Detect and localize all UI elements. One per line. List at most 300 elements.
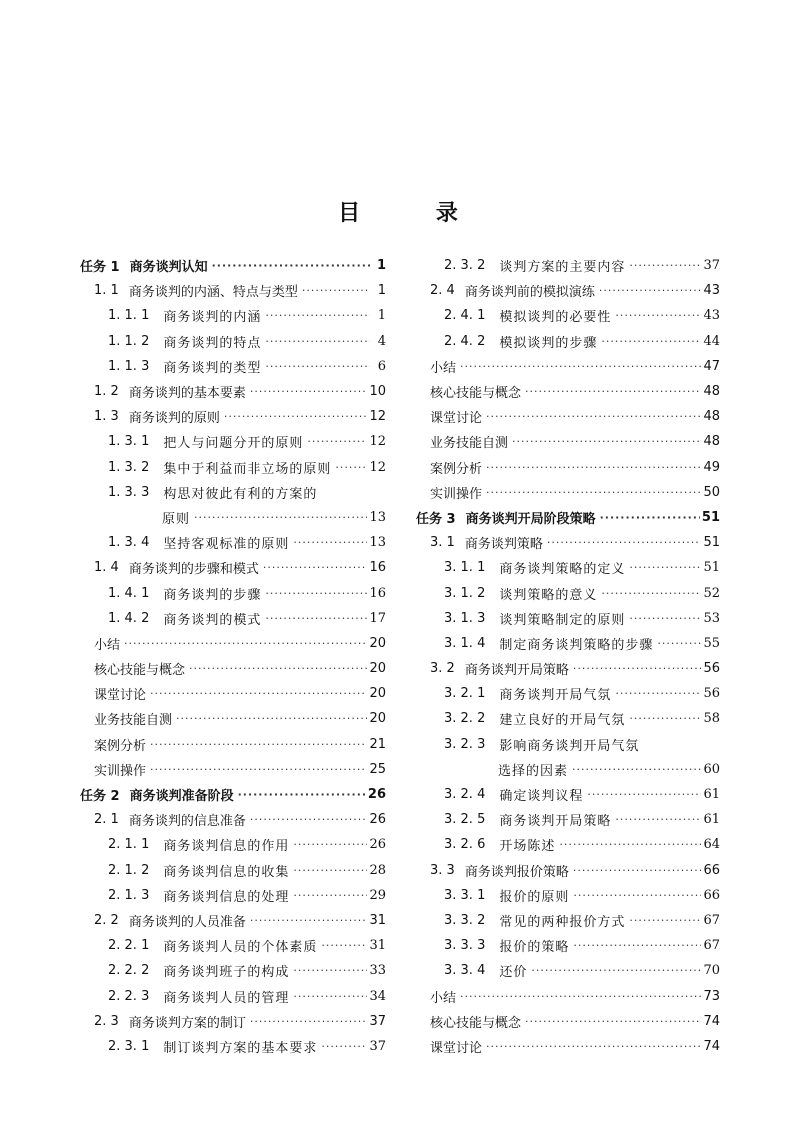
toc-entry[interactable]: [416, 379, 720, 404]
toc-entry-page: 67: [703, 938, 720, 954]
toc-entry-page: 48: [703, 434, 720, 450]
toc-entry[interactable]: [416, 606, 720, 631]
toc-entry[interactable]: [80, 505, 386, 530]
toc-entry-page: 48: [703, 384, 720, 400]
dot-leader: [189, 662, 367, 675]
toc-entry-page: 47: [703, 358, 720, 374]
toc-entry-label: 谈判策略制定的原则: [499, 612, 626, 628]
toc-entry[interactable]: [80, 429, 386, 454]
toc-entry-label: 案例分析: [430, 461, 483, 477]
toc-entry-number: 2. 3. 2: [444, 258, 486, 274]
toc-entry-page: 4: [377, 333, 386, 349]
toc-entry[interactable]: [416, 329, 720, 354]
dot-leader: [573, 662, 702, 675]
dot-leader: [629, 561, 701, 574]
toc-entry[interactable]: [416, 278, 720, 303]
toc-entry-page: 51: [701, 509, 720, 525]
toc-entry-label: 商务谈判的内涵: [163, 310, 262, 326]
toc-entry-label: 商务谈判认知: [129, 260, 208, 276]
toc-entry-page: 49: [703, 459, 720, 475]
dot-leader: [307, 435, 367, 448]
toc-entry[interactable]: [416, 807, 720, 832]
toc-entry-number: 3. 3. 2: [444, 912, 486, 928]
toc-entry-label: 商务谈判开局策略: [464, 663, 569, 679]
toc-entry-label: 商务谈判的模式: [163, 612, 262, 628]
toc-entry-label: 谈判方案的主要内容: [499, 260, 626, 276]
dot-leader: [615, 687, 701, 700]
toc-entry[interactable]: [80, 455, 386, 480]
toc-entry-page: 64: [703, 837, 720, 853]
toc-entry-page: 20: [369, 711, 386, 727]
toc-entry-page: 58: [703, 711, 720, 727]
dot-leader: [601, 587, 701, 600]
toc-entry-number: 1. 3. 2: [108, 459, 150, 475]
toc-entry[interactable]: [416, 354, 720, 379]
dot-leader: [629, 612, 701, 625]
page-title: 目 录: [338, 201, 492, 226]
dot-leader: [265, 612, 367, 625]
toc-entry-number: 2. 2. 3: [108, 988, 150, 1004]
toc-entry-page: 26: [367, 787, 386, 803]
toc-entry[interactable]: [80, 404, 386, 429]
toc-entry-label: 制定商务谈判策略的步骤: [499, 637, 654, 653]
dot-leader: [486, 461, 701, 474]
toc-entry[interactable]: [80, 732, 386, 757]
toc-entry-page: 53: [703, 610, 720, 626]
dot-leader: [250, 914, 368, 927]
dot-leader: [265, 360, 370, 373]
toc-entry-page: 26: [369, 837, 386, 853]
toc-entry-page: 37: [369, 1013, 386, 1029]
dot-leader: [486, 410, 701, 423]
toc-entry-label: 商务谈判开局气氛: [499, 688, 612, 704]
toc-entry[interactable]: [80, 883, 386, 908]
toc-entry-number: 3. 1. 3: [444, 610, 486, 626]
toc-entry-number: 3. 3. 3: [444, 938, 486, 954]
toc-entry-page: 60: [703, 761, 720, 777]
toc-entry[interactable]: [80, 354, 386, 379]
toc-entry-page: 74: [703, 1013, 720, 1029]
dot-leader: [559, 838, 701, 851]
toc-entry-page: 6: [377, 358, 386, 374]
dot-leader: [224, 410, 368, 423]
toc-entry-number: 3. 2. 1: [444, 686, 486, 702]
toc-entry-number: 1. 4. 1: [108, 585, 150, 601]
toc-entry[interactable]: [416, 858, 720, 883]
toc-entry-page: 51: [703, 535, 720, 551]
toc-entry-page: 43: [703, 283, 720, 299]
toc-entry-page: 1: [377, 308, 386, 324]
toc-entry-label: 实训操作: [94, 763, 147, 779]
dot-leader: [250, 1015, 368, 1028]
dot-leader: [531, 964, 701, 977]
dot-leader: [150, 687, 367, 700]
dot-leader: [250, 385, 368, 398]
toc-entry[interactable]: [80, 656, 386, 681]
toc-entry-page: 21: [369, 736, 386, 752]
dot-leader: [547, 536, 702, 549]
toc-entry-label: 建立良好的开局气氛: [499, 713, 626, 729]
toc-entry-page: 25: [369, 761, 386, 777]
toc-entry-label: 核心技能与概念: [430, 1015, 522, 1031]
toc-entry-label: 模拟谈判的步骤: [499, 335, 598, 351]
toc-entry-label: 确定谈判议程: [499, 789, 584, 805]
toc-entry[interactable]: [80, 379, 386, 404]
toc-entry-page: 13: [369, 509, 386, 525]
dot-leader: [265, 587, 367, 600]
toc-entry-number: 3. 1. 4: [444, 635, 486, 651]
toc-entry-page: 74: [703, 1038, 720, 1054]
toc-entry-label: 商务谈判开局阶段策略: [465, 511, 596, 527]
toc-entry-page: 33: [369, 963, 386, 979]
toc-entry-number: 2. 2: [94, 912, 119, 928]
toc-entry-label: 商务谈判开局策略: [499, 814, 612, 830]
dot-leader: [263, 561, 368, 574]
toc-entry-number: 3. 2. 3: [444, 736, 486, 752]
toc-entry-label: 商务谈判准备阶段: [129, 789, 234, 805]
toc-entry-number: 3. 3. 1: [444, 887, 486, 903]
toc-entry[interactable]: [80, 303, 386, 328]
toc-entry[interactable]: [80, 530, 386, 555]
toc-entry-page: 12: [369, 434, 386, 450]
toc-entry[interactable]: [80, 1009, 386, 1034]
toc-entry-page: 20: [369, 686, 386, 702]
toc-entry-page: 61: [703, 812, 720, 828]
toc-entry-label: 影响商务谈判开局气氛: [499, 738, 640, 754]
toc-entry-page: 17: [369, 610, 386, 626]
toc-entry-label: 模拟谈判的必要性: [499, 310, 612, 326]
toc-entry-number: 1. 1. 2: [108, 333, 150, 349]
toc-entry[interactable]: [416, 480, 720, 505]
toc-entry[interactable]: [416, 732, 720, 757]
dot-leader: [265, 335, 370, 348]
toc-entry-page: 28: [369, 862, 386, 878]
dot-leader: [238, 788, 366, 801]
toc-entry[interactable]: [80, 580, 386, 605]
toc-entry-label: 商务谈判的特点: [163, 335, 262, 351]
toc-entry[interactable]: [416, 530, 720, 555]
toc-entry-label: 制订谈判方案的基本要求: [163, 1040, 318, 1056]
toc-entry-page: 31: [369, 938, 386, 954]
dot-leader: [573, 864, 702, 877]
toc-entry-label: 原则: [162, 511, 191, 527]
toc-entry-label: 小结: [94, 637, 121, 653]
toc-entry-number: 2. 3: [94, 1013, 119, 1029]
dot-leader: [629, 259, 701, 272]
toc-entry[interactable]: [416, 656, 720, 681]
toc-entry-label: 商务谈判的信息准备: [128, 814, 246, 830]
toc-entry-label: 商务谈判的人员准备: [128, 914, 246, 930]
toc-entry-number: 1. 3. 1: [108, 434, 150, 450]
toc-entry-page: 66: [703, 862, 720, 878]
toc-entry-page: 37: [703, 258, 720, 274]
toc-entry-label: 商务谈判的类型: [163, 360, 262, 376]
toc-entry-page: 44: [703, 333, 720, 349]
dot-leader: [124, 637, 367, 650]
toc-entry-number: 2. 4: [430, 283, 455, 299]
toc-entry[interactable]: [416, 1034, 720, 1059]
toc-entry-label: 商务谈判方案的制订: [128, 1015, 246, 1031]
toc-entry[interactable]: [80, 606, 386, 631]
toc-entry-label: 商务谈判信息的收集: [163, 864, 290, 880]
toc-entry-label: 课堂讨论: [430, 1040, 483, 1056]
toc-entry[interactable]: [80, 329, 386, 354]
toc-entry[interactable]: [416, 631, 720, 656]
dot-leader: [150, 738, 367, 751]
dot-leader: [176, 712, 367, 725]
dot-leader: [657, 637, 701, 650]
dot-leader: [525, 1015, 701, 1028]
toc-entry-number: 3. 1. 1: [444, 560, 486, 576]
toc-entry[interactable]: [416, 757, 720, 782]
toc-entry-label: 小结: [430, 360, 457, 376]
toc-entry-page: 26: [369, 812, 386, 828]
toc-entry-page: 16: [369, 585, 386, 601]
dot-leader: [293, 889, 367, 902]
toc-entry-label: 常见的两种报价方式: [499, 914, 626, 930]
toc-entry-label: 实训操作: [430, 486, 483, 502]
toc-entry-label: 还价: [499, 965, 528, 981]
toc-entry[interactable]: [416, 555, 720, 580]
toc-entry-number: 任务 2: [80, 789, 120, 805]
toc-entry[interactable]: [416, 1009, 720, 1034]
toc-entry-label: 报价的原则: [499, 889, 570, 905]
toc-entry-number: 3. 2. 5: [444, 812, 486, 828]
toc-entry[interactable]: [80, 480, 386, 505]
dot-leader: [321, 939, 367, 952]
toc-entry[interactable]: [416, 429, 720, 454]
toc-entry-number: 1. 3. 3: [108, 484, 150, 500]
toc-entry-label: 课堂讨论: [94, 688, 147, 704]
toc-entry-page: 56: [703, 661, 720, 677]
toc-entry-label: 坚持客观标准的原则: [163, 537, 290, 553]
toc-entry-page: 12: [369, 409, 386, 425]
toc-entry-page: 12: [369, 459, 386, 475]
toc-entry-number: 2. 2. 1: [108, 938, 150, 954]
toc-entry-label: 构思对彼此有利的方案的: [163, 486, 318, 502]
toc-entry-label: 商务谈判的原则: [128, 411, 220, 427]
toc-entry-number: 1. 1. 3: [108, 358, 150, 374]
toc-entry-page: 34: [369, 988, 386, 1004]
toc-entry-number: 1. 3. 4: [108, 535, 150, 551]
toc-entry-page: 66: [703, 887, 720, 903]
toc-entry-page: 16: [369, 560, 386, 576]
toc-entry[interactable]: [416, 505, 720, 530]
dot-leader: [601, 335, 701, 348]
toc-entry[interactable]: [416, 580, 720, 605]
dot-leader: [572, 763, 701, 776]
toc-entry-label: 商务谈判前的模拟演练: [464, 285, 595, 301]
toc-entry-label: 选择的因素: [498, 763, 569, 779]
toc-entry-page: 50: [703, 484, 720, 500]
toc-entry-label: 案例分析: [94, 738, 147, 754]
toc-entry-label: 商务谈判的步骤: [163, 587, 262, 603]
toc-entry-number: 3. 3. 4: [444, 963, 486, 979]
toc-entry-page: 37: [369, 1038, 386, 1054]
dot-leader: [629, 712, 701, 725]
toc-entry-label: 业务技能自测: [94, 713, 173, 729]
dot-leader: [335, 461, 367, 474]
toc-entry-label: 谈判策略的意义: [499, 587, 598, 603]
dot-leader: [250, 813, 368, 826]
toc-entry[interactable]: [80, 858, 386, 883]
toc-entry-page: 52: [703, 585, 720, 601]
toc-entry[interactable]: [416, 958, 720, 983]
toc-entry[interactable]: [416, 908, 720, 933]
dot-leader: [486, 1040, 701, 1053]
toc-entry-page: 43: [703, 308, 720, 324]
toc-entry-number: 3. 2. 6: [444, 837, 486, 853]
toc-entry-label: 商务谈判人员的管理: [163, 990, 290, 1006]
dot-leader: [293, 838, 367, 851]
toc-entry-label: 集中于利益而非立场的原则: [163, 461, 332, 477]
toc-entry[interactable]: [80, 278, 386, 303]
toc-entry-page: 31: [369, 912, 386, 928]
dot-leader: [460, 990, 701, 1003]
toc-entry-page: 70: [703, 963, 720, 979]
dot-leader: [194, 511, 367, 524]
toc-entry-number: 2. 3. 1: [108, 1038, 150, 1054]
toc-entry-number: 2. 1. 1: [108, 837, 150, 853]
toc-entry-number: 任务 3: [416, 511, 456, 527]
toc-entry-label: 报价的策略: [499, 940, 570, 956]
toc-entry-label: 业务技能自测: [430, 436, 509, 452]
dot-leader: [486, 486, 701, 499]
toc-entry[interactable]: [80, 757, 386, 782]
toc-entry-number: 1. 4. 2: [108, 610, 150, 626]
dot-leader: [150, 763, 367, 776]
toc-entry[interactable]: [80, 782, 386, 807]
toc-entry-page: 13: [369, 535, 386, 551]
toc-entry-page: 51: [703, 560, 720, 576]
toc-entry[interactable]: [80, 807, 386, 832]
toc-entry[interactable]: [80, 631, 386, 656]
toc-entry-number: 3. 3: [430, 862, 455, 878]
toc-entry[interactable]: [80, 555, 386, 580]
toc-entry-label: 商务谈判的内涵、特点与类型: [128, 285, 298, 301]
toc-entry-number: 3. 1: [430, 535, 455, 551]
toc-entry-number: 2. 2. 2: [108, 963, 150, 979]
toc-entry[interactable]: [80, 253, 386, 278]
dot-leader: [293, 864, 367, 877]
toc-entry[interactable]: [80, 1034, 386, 1059]
toc-entry[interactable]: [416, 404, 720, 429]
toc-entry-number: 2. 4. 1: [444, 308, 486, 324]
toc-entry-label: 商务谈判信息的处理: [163, 889, 290, 905]
toc-entry[interactable]: [80, 958, 386, 983]
toc-entry-page: 48: [703, 409, 720, 425]
toc-entry-label: 商务谈判的基本要素: [128, 386, 246, 402]
toc-entry-number: 1. 1: [94, 283, 119, 299]
toc-entry-number: 2. 1: [94, 812, 119, 828]
toc-entry-number: 1. 4: [94, 560, 119, 576]
dot-leader: [512, 435, 701, 448]
toc-entry-page: 1: [377, 283, 386, 299]
toc-entry[interactable]: [416, 706, 720, 731]
dot-leader: [293, 536, 367, 549]
dot-leader: [587, 788, 701, 801]
toc-entry-page: 20: [369, 635, 386, 651]
toc-left-column: [80, 253, 386, 1059]
toc-entry-label: 把人与问题分开的原则: [163, 436, 304, 452]
dot-leader: [600, 511, 700, 524]
toc-entry-page: 1: [376, 258, 386, 274]
toc-entry[interactable]: [416, 303, 720, 328]
dot-leader: [293, 990, 367, 1003]
toc-entry-label: 商务谈判的步骤和模式: [128, 562, 259, 578]
toc-entry-number: 3. 2: [430, 661, 455, 677]
toc-entry-number: 3. 1. 2: [444, 585, 486, 601]
toc-entry[interactable]: [80, 983, 386, 1008]
toc-entry-label: 商务谈判信息的作用: [163, 839, 290, 855]
toc-entry-page: 73: [703, 988, 720, 1004]
toc-entry-label: 商务谈判策略的定义: [499, 562, 626, 578]
toc-entry-label: 商务谈判班子的构成: [163, 965, 290, 981]
dot-leader: [460, 360, 701, 373]
toc-entry-page: 67: [703, 912, 720, 928]
toc-entry-number: 1. 1. 1: [108, 308, 150, 324]
toc-entry-page: 61: [703, 787, 720, 803]
toc-entry[interactable]: [80, 908, 386, 933]
toc-entry-label: 小结: [430, 990, 457, 1006]
toc-entry-number: 3. 2. 2: [444, 711, 486, 727]
dot-leader: [302, 284, 370, 297]
dot-leader: [265, 309, 370, 322]
toc-entry-label: 核心技能与概念: [94, 663, 186, 679]
toc-entry[interactable]: [416, 681, 720, 706]
toc-entry-page: 55: [703, 635, 720, 651]
toc-entry-label: 商务谈判人员的个体素质: [163, 940, 318, 956]
toc-entry-label: 商务谈判报价策略: [464, 864, 569, 880]
dot-leader: [293, 964, 367, 977]
toc-entry-number: 2. 1. 2: [108, 862, 150, 878]
toc-entry[interactable]: [416, 883, 720, 908]
toc-entry[interactable]: [416, 253, 720, 278]
toc-entry[interactable]: [80, 681, 386, 706]
toc-entry-number: 1. 3: [94, 409, 119, 425]
toc-entry[interactable]: [416, 933, 720, 958]
toc-entry-page: 29: [369, 887, 386, 903]
toc-entry-page: 10: [369, 384, 386, 400]
dot-leader: [321, 1040, 367, 1053]
toc-entry[interactable]: [416, 782, 720, 807]
dot-leader: [615, 309, 701, 322]
dot-leader: [212, 259, 370, 272]
dot-leader: [629, 914, 701, 927]
dot-leader: [573, 889, 701, 902]
toc-entry[interactable]: [416, 832, 720, 857]
toc-entry-page: 56: [703, 686, 720, 702]
toc-entry-page: 20: [369, 661, 386, 677]
toc-entry[interactable]: [416, 983, 720, 1008]
toc-entry-number: 3. 2. 4: [444, 787, 486, 803]
dot-leader: [573, 939, 701, 952]
toc-entry[interactable]: [80, 706, 386, 731]
toc-entry-label: 课堂讨论: [430, 411, 483, 427]
toc-entry-label: 开场陈述: [499, 839, 556, 855]
toc-entry[interactable]: [80, 832, 386, 857]
dot-leader: [525, 385, 701, 398]
toc-entry-number: 任务 1: [80, 260, 120, 276]
toc-entry-number: 2. 4. 2: [444, 333, 486, 349]
dot-leader: [615, 813, 701, 826]
toc-entry-label: 商务谈判策略: [464, 537, 543, 553]
toc-entry-number: 2. 1. 3: [108, 887, 150, 903]
toc-entry-label: 核心技能与概念: [430, 386, 522, 402]
toc-entry[interactable]: [416, 455, 720, 480]
toc-entry[interactable]: [80, 933, 386, 958]
toc-right-column: [416, 253, 720, 1059]
